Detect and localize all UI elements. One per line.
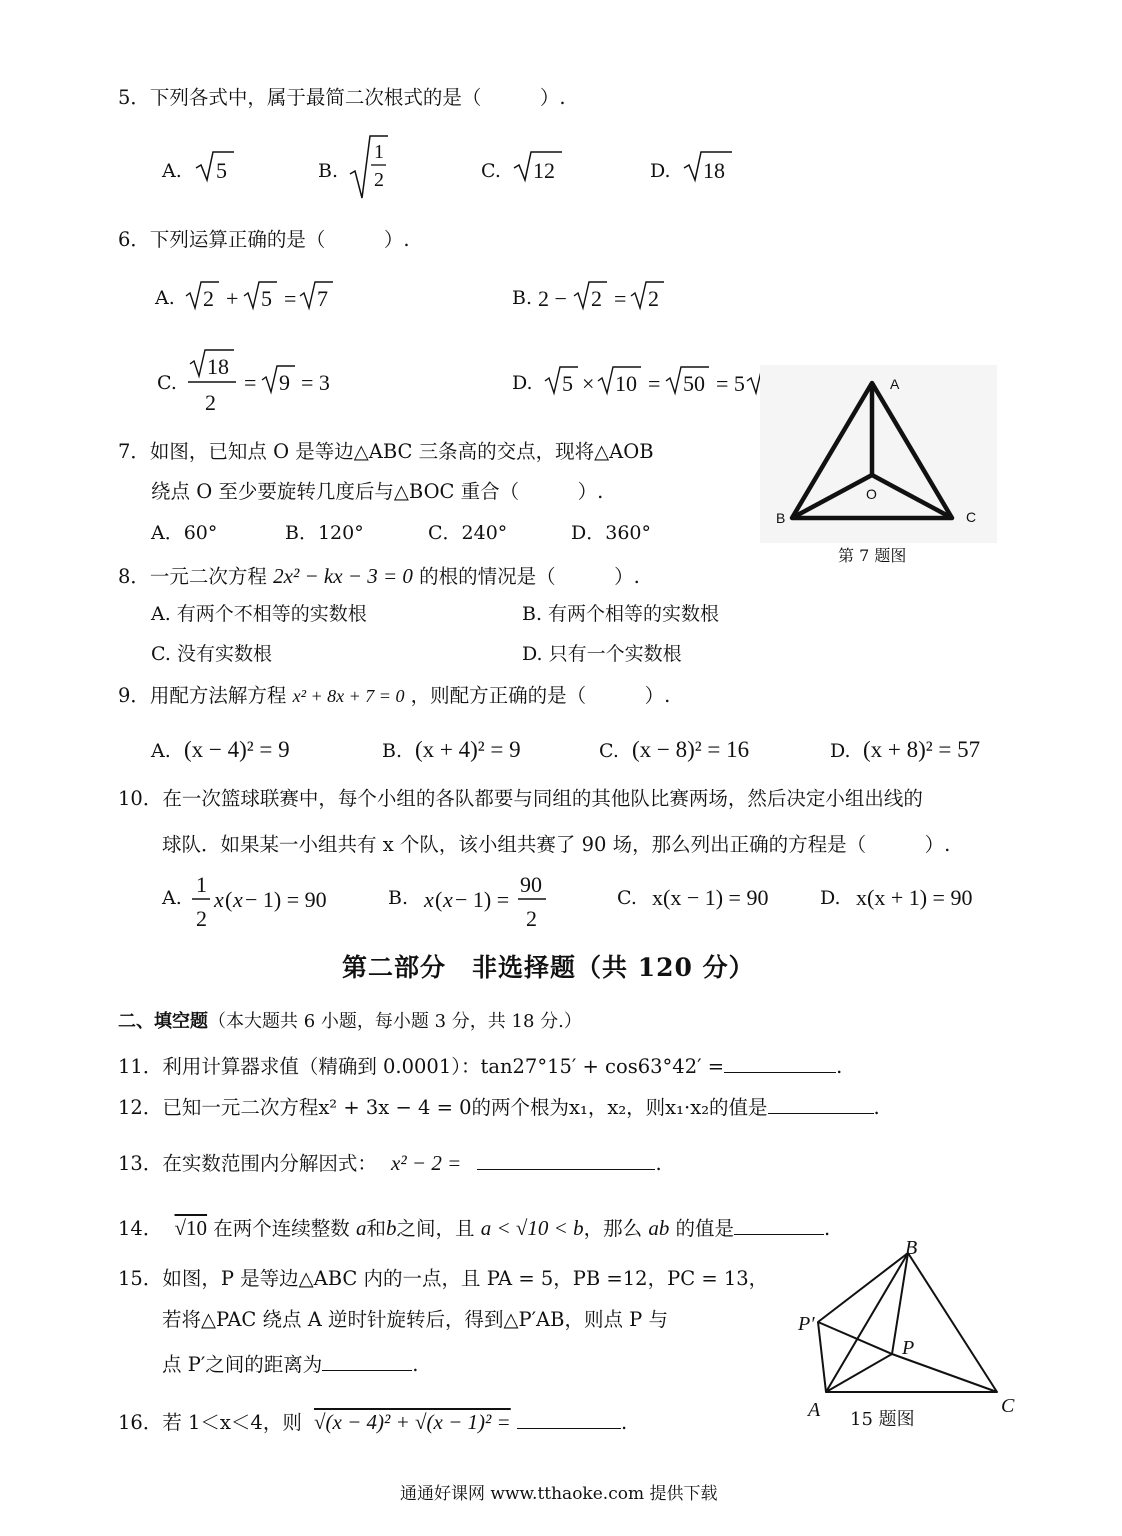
q15-label-a: A [808,1399,821,1421]
q7-option-b: B．120° [285,522,364,544]
q16 [118,1410,627,1433]
svg-text:(: ( [435,887,443,912]
q12-answer-blank[interactable] [768,1095,874,1114]
q7-figure [760,365,1000,565]
q10-option-d-label: D. [820,887,841,909]
fill-section-heading [118,1013,582,1031]
svg-text:90: 90 [520,872,542,897]
q5-option-d-expr [684,150,734,184]
q6-option-c-label: C. [157,372,177,394]
q15-answer-blank[interactable] [322,1352,412,1371]
svg-text:2: 2 [196,906,207,931]
svg-text:2: 2 [205,390,216,415]
q14-text-mid: 在两个连续整数 [213,1217,350,1240]
q9-stem-post: ，则配方正确的是（ ）. [410,684,671,707]
q10-line-1: 10．在一次篮球联赛中，每个小组的各队都要与同组的其他队比赛两场，然后决定小组出线的 [118,787,923,810]
fill-heading-note: （本大题共 6 小题，每小题 3 分，共 18 分.） [208,1011,582,1032]
q7-label-c: C [966,509,977,525]
q15-line-2: 若将△PAC 绕点 A 逆时针旋转后，得到△P′AB，则点 P 与 [162,1308,668,1331]
q10-option-c-expr: x(x − 1) = 90 [652,885,769,910]
q7-option-d: D．360° [571,522,651,544]
q14-answer-blank[interactable] [734,1216,824,1235]
q5-option-b-expr [350,134,390,200]
q13 [118,1151,662,1174]
q16-period: . [620,1411,628,1434]
svg-text:x: x [424,887,434,912]
q15-line-3 [162,1352,418,1375]
svg-text:2 −: 2 − [538,286,567,311]
q15-label-p-prime: P′ [798,1313,815,1335]
q14-text-post: 的值是 [675,1217,735,1240]
q10-option-b-expr [420,872,555,932]
svg-text:− 1) =: − 1) = [455,887,510,912]
q5-option-c-label: C. [481,160,501,182]
q8-option-d: D. 只有一个实数根 [522,643,682,665]
svg-text:1: 1 [374,141,384,163]
q13-expr: x² − 2 = [391,1151,462,1175]
q5-option-b-label: B. [318,160,339,182]
q5-stem: 5．下列各式中，属于最简二次根式的是（ ）. [118,86,566,109]
svg-text:10: 10 [615,371,637,396]
q14-text-mid3: ，那么 [583,1217,643,1240]
q9-option-d-label: D. [830,740,851,762]
q15-caption: 15 题图 [850,1409,915,1430]
q9-stem-pre: 9．用配方法解方程 [118,684,287,707]
q15-figure [790,1236,1040,1436]
svg-text:12: 12 [533,158,555,183]
q14-number: 14． [118,1217,163,1240]
svg-text:2: 2 [203,286,214,311]
q13-answer-blank[interactable] [477,1151,655,1170]
q7-label-o: O [866,486,877,502]
svg-text:=: = [614,286,627,311]
q7-label-a: A [890,376,900,392]
svg-text:9: 9 [279,370,290,395]
q14 [118,1216,830,1239]
q7-label-b: B [776,510,786,526]
q7-option-c: C．240° [428,522,508,544]
svg-text:x: x [233,887,243,912]
q12 [118,1095,880,1118]
q14-period: . [824,1217,831,1240]
q9-option-c-expr: (x − 8)² = 16 [632,737,750,762]
q12-text: 12．已知一元二次方程x² + 3x − 4 = 0的两个根为x₁，x₂，则x₁·x₂的值是 [118,1096,768,1119]
svg-text:2: 2 [591,286,602,311]
q16-answer-blank[interactable] [517,1410,621,1429]
svg-text:2: 2 [526,906,537,931]
q16-expr: √(x − 4)² + √(x − 1)² = [314,1410,511,1434]
svg-text:1: 1 [196,872,207,897]
q5-option-a-expr [196,150,236,184]
q14-inequality: a < √10 < b [480,1216,584,1240]
q14-var-a: a [355,1216,367,1240]
q11-period: . [836,1055,843,1078]
q14-and: 和 [366,1217,386,1240]
svg-text:50: 50 [683,371,705,396]
q15-line-1: 15．如图，P 是等边△ABC 内的一点，且 PA = 5，PB =12，PC = 13， [118,1267,769,1290]
q9-option-a-expr: (x − 4)² = 9 [184,737,290,762]
q8-equation: 2x² − kx − 3 = 0 [273,564,413,588]
q16-text: 16．若 1＜x＜4，则 [118,1411,302,1434]
q10-option-c-label: C. [617,887,637,909]
svg-text:18: 18 [207,354,229,379]
q10-line-2: 球队．如果某一小组共有 x 个队，该小组共赛了 90 场，那么列出正确的方程是（ ）. [162,833,951,856]
q8-option-a: A. 有两个不相等的实数根 [151,603,367,625]
q10-option-b-label: B. [388,887,409,909]
q10-option-a-expr [192,872,347,932]
q8-stem-post: 的根的情况是（ ）. [419,565,640,588]
q12-period: . [873,1096,880,1119]
q9-stem [118,686,670,706]
q14-sqrt10: √10 [174,1216,208,1240]
q8-stem [118,566,640,587]
footer-source: 通通好课网 www.tthaoke.com 提供下载 [400,1484,718,1504]
q6-option-a-expr [186,280,336,312]
svg-text:7: 7 [317,286,328,311]
q8-stem-pre: 8．一元二次方程 [118,565,267,588]
q5-option-c-expr [514,150,564,184]
q15-label-b: B [905,1237,918,1259]
svg-text:(: ( [225,887,233,912]
q11-answer-blank[interactable] [724,1054,836,1073]
svg-text:5: 5 [216,158,227,183]
svg-text:x: x [443,887,453,912]
q6-stem: 6．下列运算正确的是（ ）. [118,228,410,251]
q7-option-a: A．60° [151,522,218,544]
q13-period: . [655,1152,662,1175]
q8-option-c: C. 没有实数根 [151,643,272,665]
fill-heading-label: 二、填空题 [118,1011,208,1032]
q9-option-b-label: B. [382,740,403,762]
svg-text:+: + [226,286,239,311]
q14-text-mid2: 之间，且 [396,1217,475,1240]
svg-text:2: 2 [648,286,659,311]
svg-text:5: 5 [562,371,573,396]
q15-line-3-text: 点 P′之间的距离为 [162,1353,323,1376]
q14-var-b: b [386,1216,397,1240]
q9-option-b-expr: (x + 4)² = 9 [415,737,521,762]
q9-option-a-label: A. [151,740,171,762]
q8-option-b: B. 有两个相等的实数根 [522,603,720,625]
q15-period: . [412,1353,419,1376]
svg-text:18: 18 [703,158,725,183]
q7-caption: 第 7 题图 [838,546,907,565]
q6-option-b-label: B. [512,287,533,309]
q10-option-d-expr: x(x + 1) = 90 [856,885,973,910]
q11 [118,1054,842,1077]
q13-text: 13．在实数范围内分解因式： [118,1152,377,1175]
q5-option-d-label: D. [650,160,671,182]
part-two-title: 第二部分 非选择题（共 120 分） [342,953,755,982]
q14-var-ab: ab [648,1216,670,1240]
q9-equation: x² + 8x + 7 = 0 [292,686,405,706]
q6-option-d-expr [545,365,780,397]
q5-option-a-label: A. [162,160,182,182]
q15-label-p: P [902,1337,915,1359]
svg-text:2: 2 [374,169,384,191]
q9-option-d-expr: (x + 8)² = 57 [863,737,981,762]
q15-label-c: C [1001,1395,1015,1417]
svg-text:= 5: = 5 [716,371,745,396]
q7-line-1: 7．如图，已知点 O 是等边△ABC 三条高的交点，现将△AOB [118,440,654,463]
svg-text:5: 5 [261,286,272,311]
q9-option-c-label: C. [599,740,619,762]
svg-text:− 1) = 90: − 1) = 90 [245,887,327,912]
q11-text: 11．利用计算器求值（精确到 0.0001）：tan27°15′ + cos63°42′ = [118,1055,725,1078]
q6-option-c-expr [186,350,336,415]
q7-line-2: 绕点 O 至少要旋转几度后与△BOC 重合（ ）. [151,480,604,503]
svg-text:=: = [648,371,661,396]
svg-text:=: = [284,286,297,311]
q6-option-a-label: A. [155,287,175,309]
svg-text:x: x [214,887,224,912]
svg-text:×: × [582,371,595,396]
q6-option-d-label: D. [512,372,533,394]
svg-text:=: = [244,370,257,395]
q10-option-a-label: A. [162,887,182,909]
q6-option-b-expr [538,280,668,312]
svg-text:= 3: = 3 [301,370,330,395]
